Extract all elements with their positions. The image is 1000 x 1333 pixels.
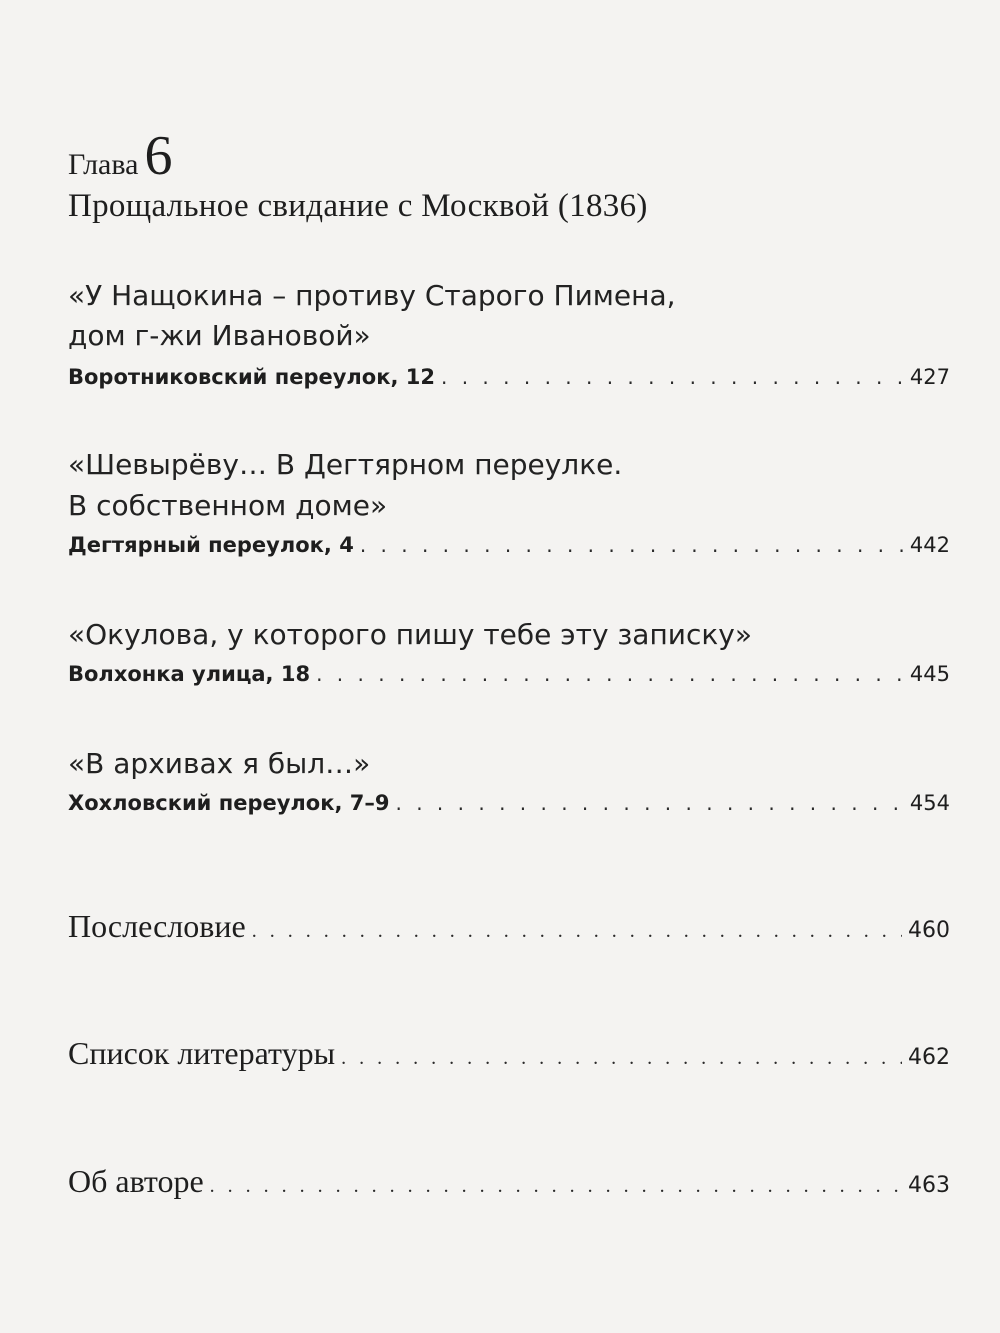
section-quote-line: дом г-жи Ивановой» [68, 319, 371, 352]
toc-entry-bibliography[interactable] [68, 1035, 950, 1072]
toc-entry[interactable] [68, 791, 950, 815]
dot-leader [252, 920, 902, 943]
toc-entry-label: Об авторе [68, 1163, 204, 1199]
toc-entry[interactable] [68, 533, 950, 557]
chapter-heading [68, 125, 173, 187]
toc-entry-label: Дегтярный переулок, 4 [68, 533, 354, 557]
dot-leader [341, 1047, 902, 1070]
chapter-number: 6 [144, 125, 173, 187]
chapter-title: Прощальное свидание с Москвой (1836) [68, 188, 648, 224]
dot-leader [441, 365, 904, 389]
toc-entry[interactable] [68, 365, 950, 389]
dot-leader [396, 791, 904, 815]
section-quote-line: «В архивах я был…» [68, 747, 371, 780]
toc-entry-label: Послесловие [68, 908, 246, 944]
dot-leader [210, 1175, 902, 1198]
toc-page-number: 427 [909, 365, 950, 389]
dot-leader [360, 533, 904, 557]
section-quote-line: В собственном доме» [68, 489, 388, 522]
toc-page-number: 442 [909, 533, 950, 557]
chapter-label: Глава [68, 148, 139, 181]
toc-page-number: 460 [908, 918, 950, 943]
toc-entry-label: Воротниковский переулок, 12 [68, 365, 435, 389]
toc-entry-afterword[interactable] [68, 908, 950, 945]
section-quote-line: «У Нащокина – противу Старого Пимена, [68, 279, 676, 312]
toc-entry-label: Список литературы [68, 1035, 336, 1071]
dot-leader [316, 662, 904, 686]
toc-entry-about-author[interactable] [68, 1163, 950, 1200]
toc-page-number: 445 [909, 662, 950, 686]
section-quote-line: «Шевырёву… В Дегтярном переулке. [68, 448, 623, 481]
toc-page-number: 454 [909, 791, 950, 815]
toc-entry-label: Хохловский переулок, 7–9 [68, 791, 390, 815]
toc-page-number: 462 [908, 1045, 950, 1070]
section-quote-line: «Окулова, у которого пишу тебе эту записку» [68, 618, 752, 651]
toc-entry-label: Волхонка улица, 18 [68, 662, 311, 686]
toc-entry[interactable] [68, 662, 950, 686]
toc-page-number: 463 [908, 1173, 950, 1198]
